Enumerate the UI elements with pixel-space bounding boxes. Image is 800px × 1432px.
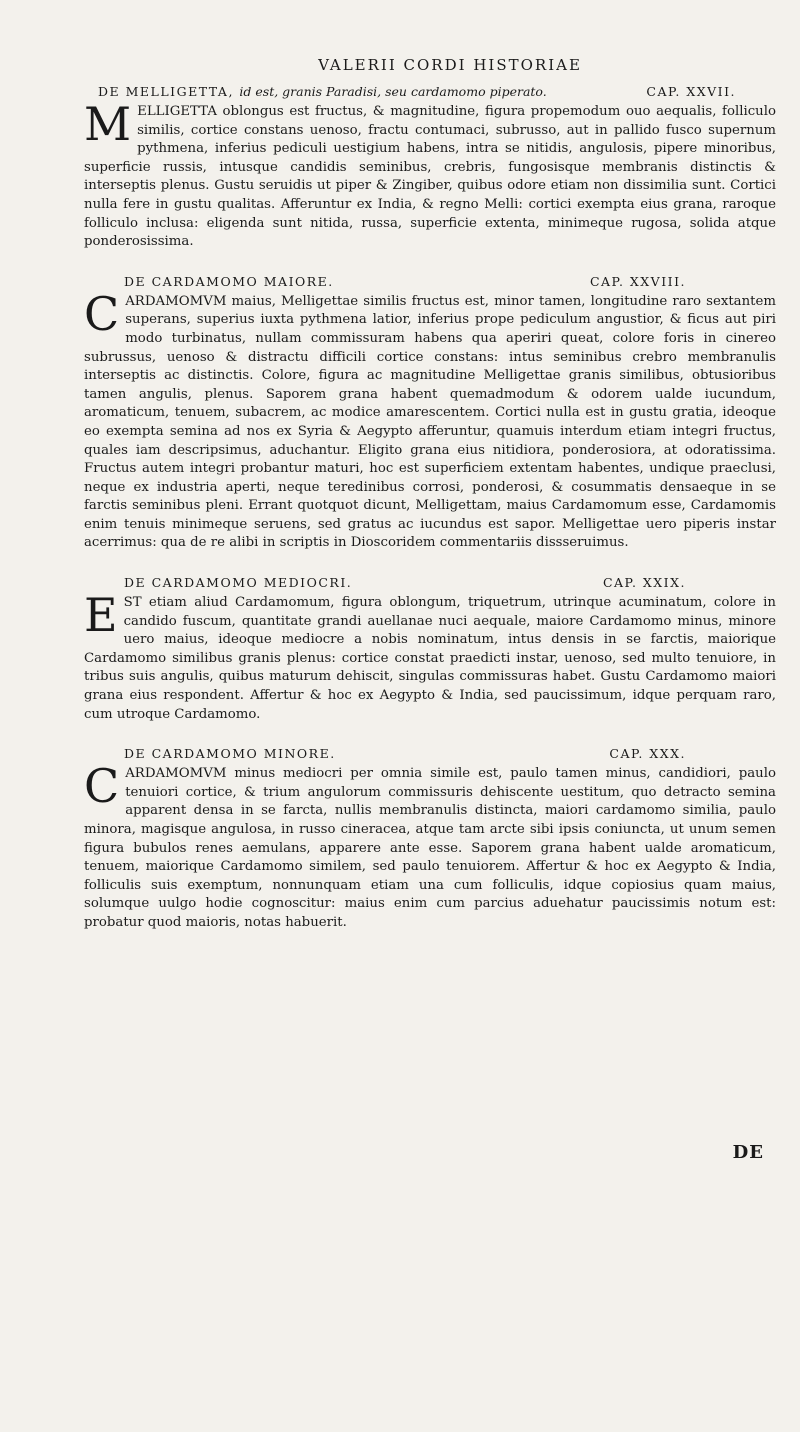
drop-capital: C — [84, 286, 120, 341]
paragraph-text: ARDAMOMVM maius, Melligettae similis fructus est, minor tamen, longitudine raro sextantem superans, superius iuxta pythmena latior, inferius prope pediculum angustior, & ficus aut piri modo turbinatus, nullam commissuram habens qua aperiri queat, colore foris in cinereo subrussus, uenoso & distractu difficili cortice constans: intus seminibus crebro membranulis interseptis ac distinctis. Colore, figura ac magnitudine Melligettae granis similibus, obtusioribus tamen angulis, plenus. Saporem grana habent quemadmodum & odorem ualde iucundum, aromaticum, tenuem, subacrem, ac modice amarescentem. Cortici nulla est in gustu gratia, ideoque eo exempta semina ad nos ex Syria & Aegypto afferuntur, quamuis interdum etiam integri fructus, quales iam descripsimus, aduchantur. Eligito grana eius nitidiora, ponderosiora, at odoratissima. Fructus autem integri probantur maturi, hoc est superficiem extentam habentes, undique praeclusi, neque ex industria aperti, neque teredinibus corrosi, ponderosi, & cosummatis densaeque in se farctis seminibus pleni. Errant quotquot dicunt, Melligettam, maius Cardamomum esse, Cardamomis enim tenuis minimeque seruens, sed gratus ac iucundus est sapor. Melligettae uero piperis instar acerrimus: qua de re alibi in scriptis in Dioscoridem commentariis dissseruimus. — [84, 293, 776, 551]
paragraph-text: ARDAMOMVM minus mediocri per omnia simile est, paulo tamen minus, candidiori, paulo tenuiori cortice, & trium angulorum commissuris dehiscente uestitum, quo detracto semina apparent densa in se farcta, nullis membranulis distincta, maiori cardamomo similia, paulo minora, magisque angulosa, in russo cineracea, atque tam arcte sibi ipsis coniuncta, ut unum semen figura bubulos renes aemulans, apparere ante esse. Saporem grana habent ualde aromaticum, tenuem, maiorique Cardamomo similem, sed paulo tenuiorem. Affertur & hoc ex Aegypto & India, folliculis suis exemptum, nonnunquam etiam una cum folliculis, idque copiosius quam maius, solumque uulgo hodie cognoscitur: maius enim cum parcius aduehatur paucissimis notum est: probatur quod maioris, notas habuerit. — [84, 766, 776, 930]
chapter-30 — [84, 746, 776, 932]
heading-title: DE MELLIGETTA, — [98, 84, 234, 99]
paragraph-text: ST etiam aliud Cardamomum, figura oblongum, triquetrum, utrinque acuminatum, colore in candido fuscum, quantitate grandi auellanae nuci aequale, maiore Cardamomo minus, minore uero maius, ideoque mediocre a nobis nominatum, intus densis in se farctis, maiorique Cardamomo similibus granis plenus: cortice constat praedicti instar, uenoso, sed multo tenuiore, in tribus suis angulis, quibus maturum dehiscit, singulas commissuras habet. Gustu Cardamomo maiori grana eius respondent. Affertur & hoc ex Aegypto & India, sed paucissimum, idque perquam raro, cum utroque Cardamomo. — [84, 595, 776, 722]
heading-subtitle: id est, granis Paradisi, seu cardamomo piperato. — [239, 84, 547, 99]
heading-title: DE CARDAMOMO MEDIOCRI. — [124, 575, 353, 591]
chapter-paragraph — [84, 286, 776, 553]
heading-title: DE CARDAMOMO MAIORE. — [124, 273, 334, 289]
chapter-27 — [84, 84, 776, 252]
chapter-28 — [84, 274, 776, 553]
chapter-number: CAP. XXVII. — [646, 84, 736, 99]
heading-text — [98, 84, 547, 99]
running-head: VALERII CORDI HISTORIAE — [318, 56, 582, 74]
chapter-paragraph — [84, 759, 776, 932]
chapter-paragraph — [84, 588, 776, 724]
chapter-29 — [84, 575, 776, 724]
chapter-number: CAP. XXVIII. — [589, 273, 686, 289]
heading-title: DE CARDAMOMO MINORE. — [124, 746, 336, 762]
chapter-number: CAP. XXIX. — [602, 575, 686, 591]
chapter-heading — [84, 746, 776, 761]
drop-capital: M — [84, 97, 132, 151]
drop-capital: C — [84, 759, 120, 814]
chapter-paragraph — [84, 97, 776, 252]
catchword: DE — [732, 1142, 764, 1163]
paragraph-text: ELLIGETTA oblongus est fructus, & magnitudine, figura propemodum ouo aequalis, folliculo similis, cortice constans uenoso, fractu contumaci, subrusso, aut in pallido fusco supernum pythmena, inferius pediculi uestigium habens, intra se nitidis, angulosis, pipere minoribus, superficie russis, intusque candidis seminibus, crebris, fungosisque membranis distinctis & interseptis plenus. Gustu seruidis ut piper & Zingiber, quibus odore etiam non dissimilia sunt. Cortici nulla fere in gustu qualitas. Afferuntur ex India, & regno Melli: cortici exempta eius grana, raroque folliculo inclusa: eligenda sunt nitida, russa, superficie extenta, minimeque rugosa, solida atque ponderosissima. — [84, 104, 776, 250]
chapter-heading — [84, 575, 776, 590]
drop-capital: E — [84, 588, 118, 643]
chapter-heading — [84, 84, 776, 99]
chapter-number: CAP. XXX. — [609, 746, 686, 762]
chapter-heading — [84, 274, 776, 289]
